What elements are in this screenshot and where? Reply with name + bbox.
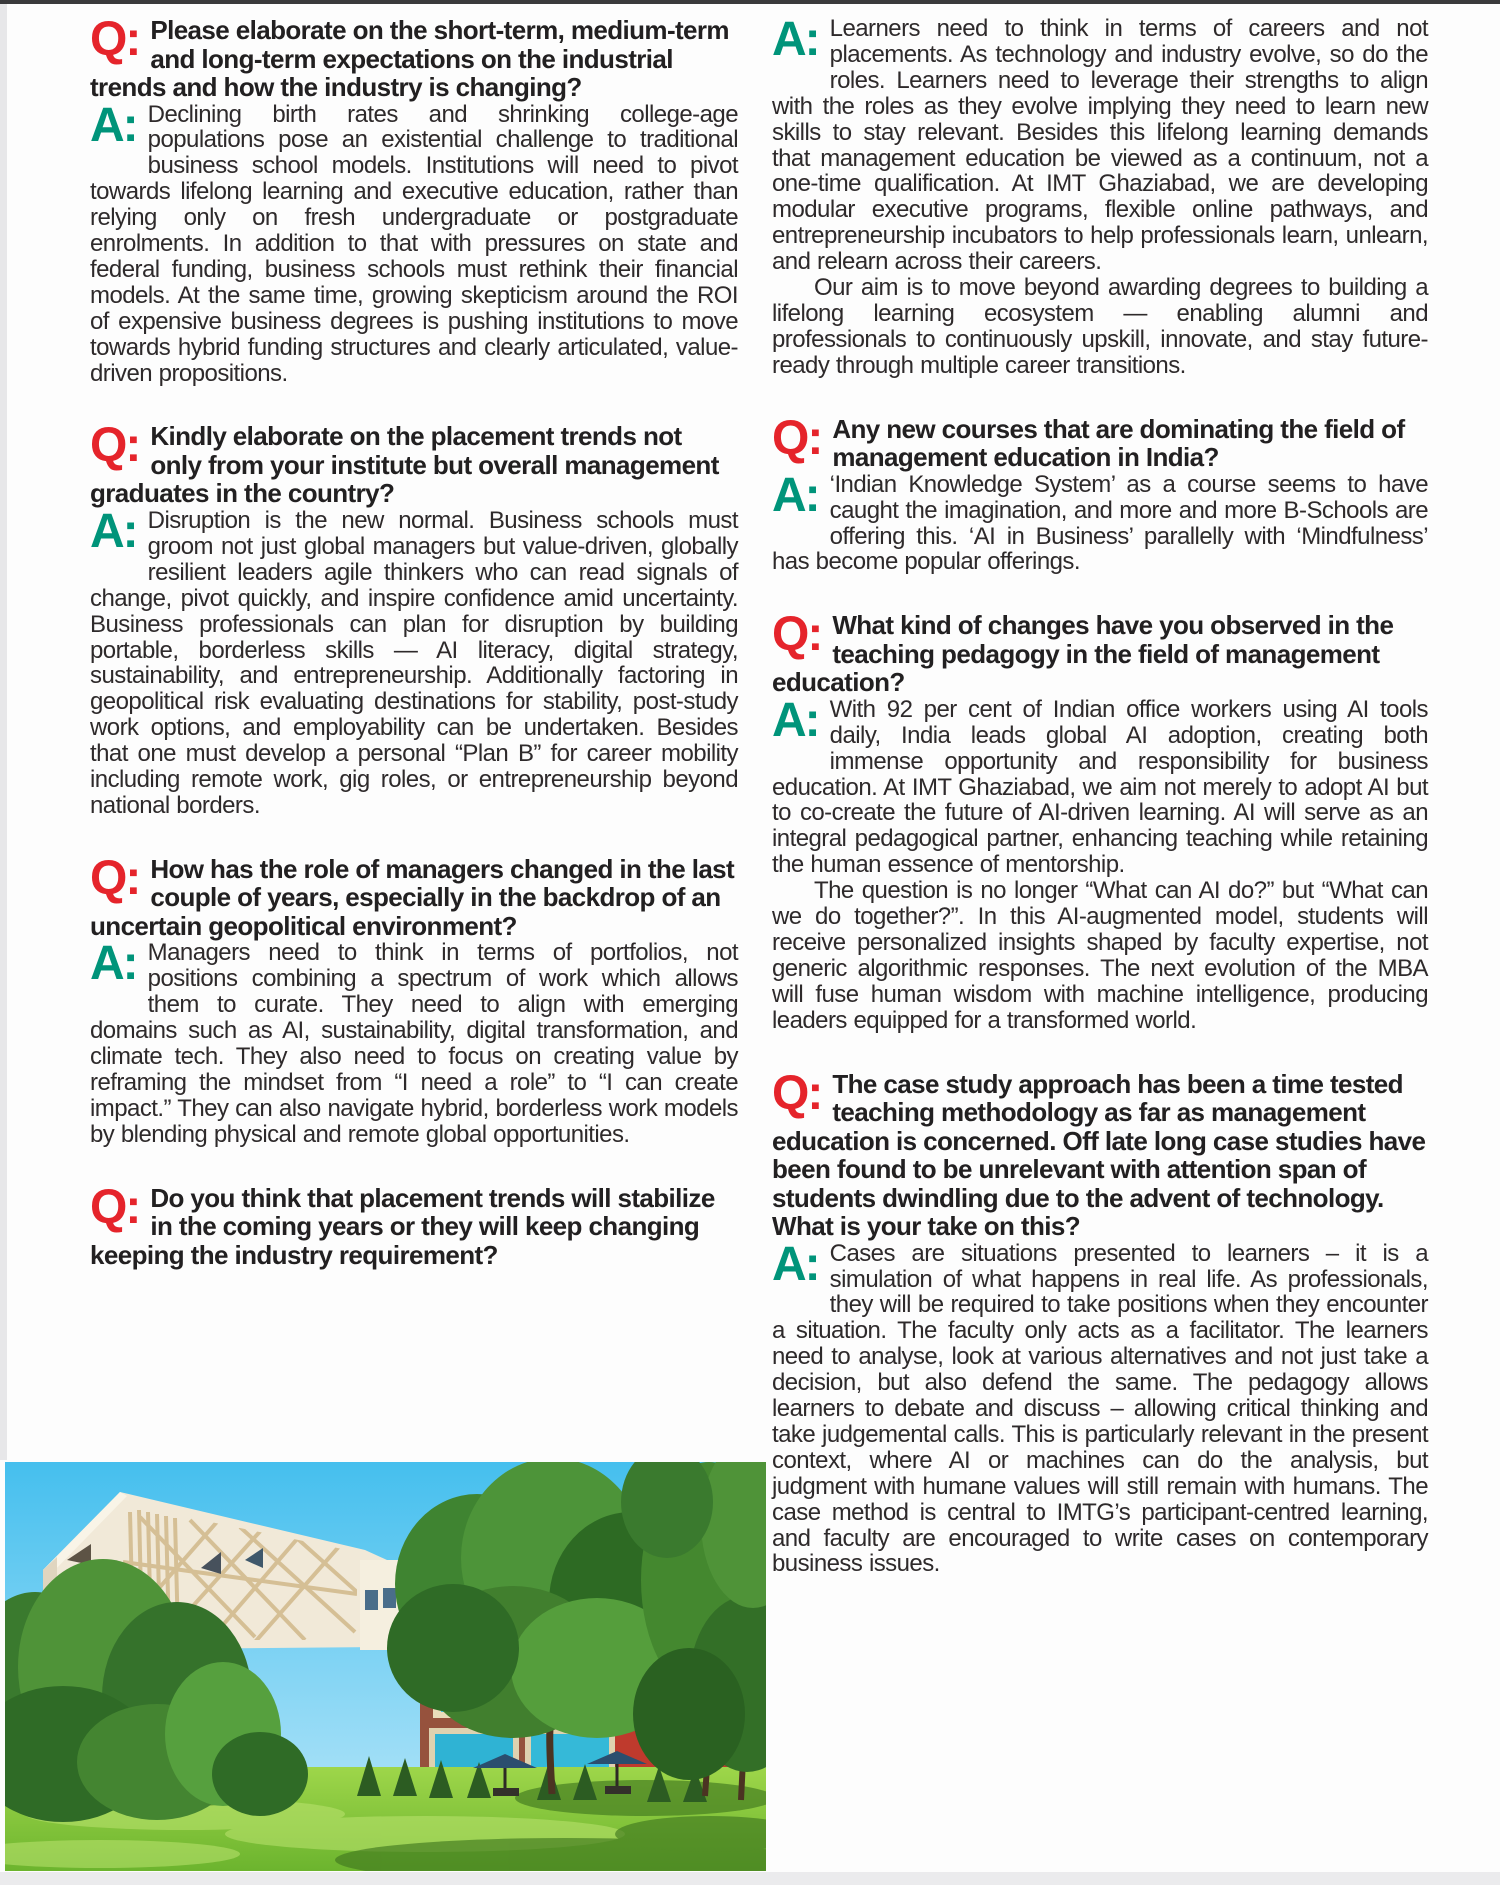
question-marker: Q: bbox=[90, 13, 140, 66]
page-bottom-edge bbox=[0, 1872, 1500, 1885]
answer-marker: A: bbox=[772, 468, 819, 522]
answer-7 bbox=[772, 693, 1428, 879]
answer-2 bbox=[90, 504, 738, 819]
answer-marker: A: bbox=[90, 98, 137, 152]
answer-8-text: Cases are situations presented to learners – it is a simulation of what happens in real life. As professionals, they will be required to take positions when they encounter a situation. The faculty only acts as a facilitator. The learners need to analyse, look at various alternatives and not just take a decision, but also defend the same. The pedagogy allows learners to debate and discuss – allowing critical thinking and take judgemental calls. This is particularly relevant in the present context, where AI or machines can do the analysis, but judgment with humane values will still remain with humans. The case method is central to IMTG’s participant-centred learning, and faculty are encouraged to write cases on contemporary business issues. bbox=[772, 1239, 1428, 1578]
question-8-text: The case study approach has been a time tested teaching methodology as far as management education is concerned. Off late long case studies have been found to be unrelevant with attention span of students dwindling due to the advent of technology. What is your take on this? bbox=[772, 1068, 1426, 1242]
question-marker: Q: bbox=[772, 1066, 822, 1120]
answer-marker: A: bbox=[772, 13, 819, 66]
answer-6 bbox=[772, 468, 1428, 576]
qa-section-5 bbox=[772, 13, 1428, 379]
qa-section-3 bbox=[90, 851, 738, 1148]
qa-section-7 bbox=[772, 608, 1428, 1034]
question-6 bbox=[772, 411, 1428, 473]
answer-5 bbox=[772, 13, 1428, 276]
answer-8 bbox=[772, 1237, 1428, 1578]
question-3-text: How has the role of managers changed in the last couple of years, especially in the backdrop of an uncertain geopolitical environment? bbox=[90, 853, 735, 941]
question-4-text: Do you think that placement trends will stabilize in the coming years or they will keep changing keeping the industry requirement? bbox=[90, 1182, 715, 1270]
question-6-text: Any new courses that are dominating the field of management education in India? bbox=[832, 413, 1405, 473]
answer-5-text: Learners need to think in terms of careers and not placements. As technology and industry evolve, so do the roles. Learners need to leverage their strengths to align with the roles as they evolve implying they need to learn new skills to stay relevant. Besides this lifelong learning demands that management education be viewed as a continuum, not a one-time qualification. At IMT Ghaziabad, we are developing modular executive programs, flexible online pathways, and entrepreneurship incubators to help professionals learn, unlearn, and relearn across their careers. bbox=[772, 15, 1428, 276]
page-left-edge bbox=[0, 4, 7, 1460]
question-1 bbox=[90, 13, 738, 102]
left-column bbox=[90, 13, 738, 1270]
question-marker: Q: bbox=[772, 608, 822, 662]
question-1-text: Please elaborate on the short-term, medium-term and long-term expectations on the industrial trends and how the industry is changing? bbox=[90, 15, 729, 102]
question-7 bbox=[772, 608, 1428, 698]
qa-section-6 bbox=[772, 411, 1428, 576]
answer-7-paragraph-2: The question is no longer “What can AI do?” but “What can we do together?”. In this AI-augmented model, students will receive personalized insights shaped by faculty expertise, not generic algorithmic responses. The next evolution of the MBA will fuse human wisdom with machine intelligence, producing leaders equipped for a transformed world. bbox=[772, 877, 1428, 1034]
question-4 bbox=[90, 1180, 738, 1270]
answer-1-text: Declining birth rates and shrinking college-age populations pose an existential challenge to traditional business school models. Institutions will need to pivot towards lifelong learning and executive education, rather than relying only on fresh undergraduate or postgraduate enrolments. In addition to that with pressures on state and federal funding, business schools must rethink their financial models. At the same time, growing skepticism around the ROI of expensive business degrees is pushing institutions to move towards hybrid funding structures and clearly articulated, value-driven propositions. bbox=[90, 100, 738, 387]
answer-3 bbox=[90, 937, 738, 1148]
campus-photo bbox=[5, 1462, 766, 1871]
right-column bbox=[772, 13, 1428, 1578]
question-marker: Q: bbox=[90, 851, 140, 905]
answer-marker: A: bbox=[90, 937, 137, 991]
question-marker: Q: bbox=[772, 411, 822, 465]
question-7-text: What kind of changes have you observed in the teaching pedagogy in the field of management education? bbox=[772, 610, 1394, 698]
answer-5-paragraph-2: Our aim is to move beyond awarding degrees to building a lifelong learning ecosystem — enabling alumni and professionals to continuously upskill, innovate, and stay future-ready through multiple career transitions. bbox=[772, 274, 1428, 379]
qa-section-1 bbox=[90, 13, 738, 387]
answer-marker: A: bbox=[772, 693, 819, 747]
question-marker: Q: bbox=[90, 1180, 140, 1234]
answer-2-text: Disruption is the new normal. Business schools must groom not just global managers but value-driven, globally resilient leaders agile thinkers who can read signals of change, pivot quickly, and inspire confidence amid uncertainty. Business professionals can plan for disruption by building portable, borderless skills — AI literacy, digital strategy, sustainability, and entrepreneurship. Additionally factoring in geopolitical risk evaluating destinations for stability, post-study work options, and employability can be undertaken. Besides that one must develop a personal “Plan B” for career mobility including remote work, gig roles, or entrepreneurship beyond national borders. bbox=[90, 506, 738, 819]
question-2-text: Kindly elaborate on the placement trends not only from your institute but overall management graduates in the country? bbox=[90, 421, 719, 509]
answer-7-text: With 92 per cent of Indian office workers using AI tools daily, India leads global AI adoption, creating both immense opportunity and responsibility for business education. At IMT Ghaziabad, we aim not merely to adopt AI but to co-create the future of AI-driven learning. AI will serve as an integral pedagogical partner, enhancing teaching while retaining the human essence of mentorship. bbox=[772, 695, 1428, 879]
question-2 bbox=[90, 419, 738, 509]
answer-1 bbox=[90, 98, 738, 387]
answer-6-text: ‘Indian Knowledge System’ as a course seems to have caught the imagination, and more and more B-Schools are offering this. ‘AI in Business’ parallelly with ‘Mindfulness’ has become popular offerings. bbox=[772, 470, 1428, 576]
question-8 bbox=[772, 1066, 1428, 1242]
question-3 bbox=[90, 851, 738, 941]
answer-3-text: Managers need to think in terms of portfolios, not positions combining a spectrum of work which allows them to curate. They need to align with emerging domains such as AI, sustainability, digital transformation, and climate tech. They also need to focus on creating value by reframing the mindset from “I need a role” to “I can create impact.” They can also navigate hybrid, borderless work models by blending physical and remote global opportunities. bbox=[90, 939, 738, 1148]
qa-section-4 bbox=[90, 1180, 738, 1270]
qa-section-8 bbox=[772, 1066, 1428, 1578]
answer-marker: A: bbox=[772, 1237, 819, 1291]
question-marker: Q: bbox=[90, 419, 140, 473]
qa-section-2 bbox=[90, 419, 738, 819]
page-top-rule bbox=[0, 0, 1500, 4]
answer-marker: A: bbox=[90, 504, 137, 558]
